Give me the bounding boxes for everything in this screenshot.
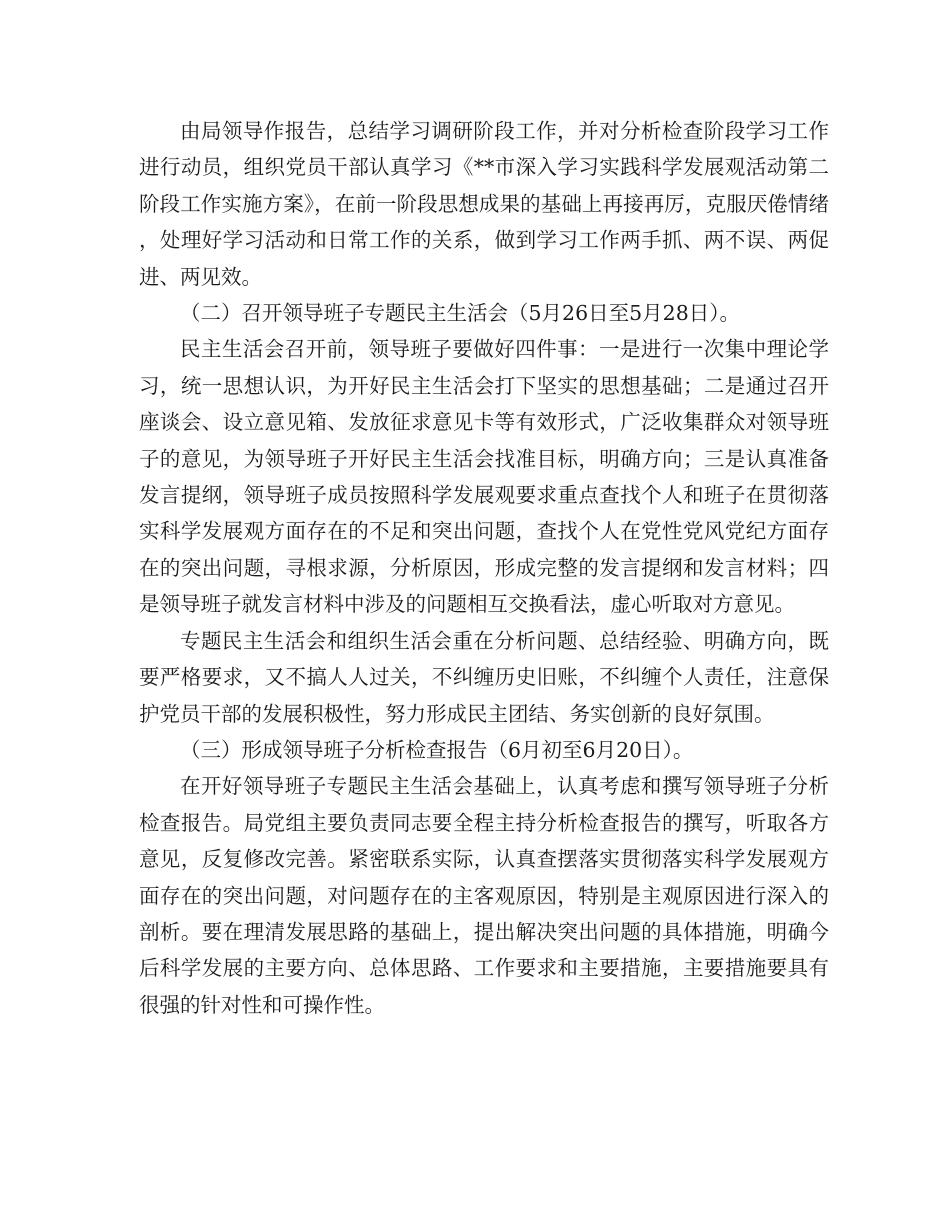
section-heading-democratic-meeting: （二）召开领导班子专题民主生活会（5月26日至5月28日）。	[180, 301, 741, 326]
paragraph-meeting-focus: 专题民主生活会和组织生活会重在分析问题、总结经验、明确方向，既要严格要求，又不搞人人过关，不纠缠历史旧账，不纠缠个人责任，注意保护党员干部的发展积极性，努力形成民主团结、务实创新的良好氛围。	[139, 628, 829, 726]
paragraph-report-writing: 在开好领导班子专题民主生活会基础上，认真考虑和撰写领导班子分析检查报告。局党组主要负责同志要全程主持分析检查报告的撰写，听取各方意见，反复修改完善。紧密联系实际，认真查摆落实贯彻落实科学发展观方面存在的突出问题，对问题存在的主客观原因，特别是主观原因进行深入的剖析。要在理清发展思路的基础上，提出解决突出问题的具体措施，明确今后科学发展的主要方向、总体思路、工作要求和主要措施，主要措施要具有很强的针对性和可操作性。	[139, 774, 829, 1017]
section-heading-analysis-report: （三）形成领导班子分析检查报告（6月初至6月20日）。	[180, 737, 694, 762]
document-body	[139, 113, 829, 1023]
paragraph-four-tasks: 民主生活会召开前，领导班子要做好四件事：一是进行一次集中理论学习，统一思想认识，为开好民主生活会打下坚实的思想基础；二是通过召开座谈会、设立意见箱、发放征求意见卡等有效形式，广泛收集群众对领导班子的意见，为领导班子开好民主生活会找准目标，明确方向；三是认真准备发言提纲，领导班子成员按照科学发展观要求重点查找个人和班子在贯彻落实科学发展观方面存在的不足和突出问题，查找个人在党性党风党纪方面存在的突出问题，寻根求源，分析原因，形成完整的发言提纲和发言材料；四是领导班子就发言材料中涉及的问题相互交换看法，虚心听取对方意见。	[139, 337, 829, 617]
paragraph-mobilization: 由局领导作报告，总结学习调研阶段工作，并对分析检查阶段学习工作进行动员，组织党员干部认真学习《**市深入学习实践科学发展观活动第二阶段工作实施方案》，在前一阶段思想成果的基础上再接再厉，克服厌倦情绪，处理好学习活动和日常工作的关系，做到学习工作两手抓、两不误、两促进、两见效。	[139, 119, 829, 289]
